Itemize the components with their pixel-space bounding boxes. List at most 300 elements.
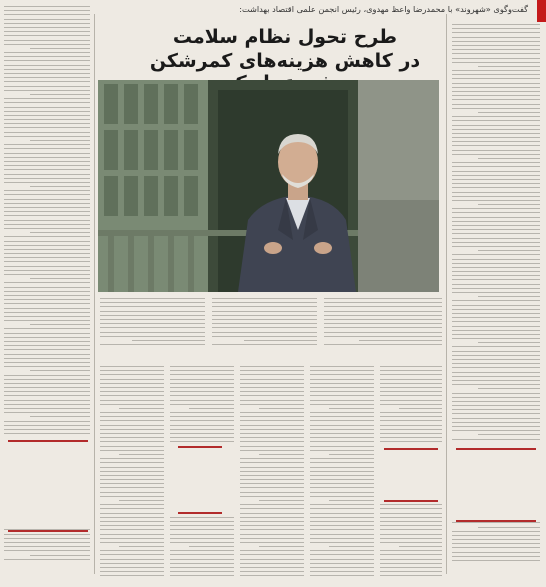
column-text	[310, 366, 374, 581]
text-line	[4, 328, 90, 329]
text-line	[452, 539, 540, 540]
pullquote-rule	[384, 448, 438, 450]
text-line	[240, 446, 304, 447]
text-line	[119, 408, 164, 409]
text-line	[4, 257, 90, 258]
text-line	[452, 74, 540, 75]
text-line	[100, 492, 164, 493]
text-line	[329, 408, 374, 409]
pullquote-rule	[8, 530, 88, 532]
text-line	[240, 529, 304, 530]
column-text	[100, 366, 164, 581]
text-line	[240, 571, 304, 572]
text-line	[4, 10, 90, 11]
text-line	[240, 374, 304, 375]
text-line	[4, 542, 90, 543]
text-line	[100, 327, 205, 328]
text-line	[380, 504, 442, 505]
section-tab	[537, 0, 546, 22]
text-line	[324, 306, 442, 307]
text-line	[452, 439, 540, 440]
text-line	[452, 288, 540, 289]
text-line	[452, 292, 540, 293]
text-line	[4, 421, 90, 422]
text-line	[212, 311, 317, 312]
text-line	[310, 379, 374, 380]
text-line	[4, 31, 90, 32]
text-line	[452, 313, 540, 314]
text-line	[100, 420, 164, 421]
text-line	[452, 221, 540, 222]
text-line	[452, 70, 540, 71]
text-line	[100, 521, 164, 522]
text-line	[310, 479, 374, 480]
text-line	[100, 458, 164, 459]
text-line	[170, 534, 234, 535]
text-line	[100, 370, 164, 371]
text-line	[100, 462, 164, 463]
text-line	[452, 133, 540, 134]
article-byline: گفت‌وگوی «شهروند» با محمدرضا واعظ‌ مهدوی، رئیس انجمن علمی اقتصاد بهداشت:	[239, 4, 528, 14]
text-line	[380, 508, 442, 509]
text-line	[4, 199, 90, 200]
text-line	[4, 182, 90, 183]
text-line	[240, 462, 304, 463]
text-line	[4, 81, 90, 82]
text-line	[100, 400, 164, 401]
text-line	[4, 161, 90, 162]
text-line	[170, 437, 234, 438]
text-line	[240, 366, 304, 367]
text-line	[100, 311, 205, 312]
text-line	[478, 527, 540, 528]
text-line	[100, 441, 164, 442]
text-line	[452, 91, 540, 92]
text-line	[4, 287, 90, 288]
text-line	[4, 203, 90, 204]
text-line	[452, 125, 540, 126]
text-line	[240, 525, 304, 526]
text-line	[100, 542, 164, 543]
text-line	[380, 521, 442, 522]
text-line	[212, 298, 317, 299]
text-line	[170, 517, 234, 518]
text-line	[380, 400, 442, 401]
text-line	[310, 370, 374, 371]
text-line	[452, 317, 540, 318]
text-line	[4, 404, 90, 405]
text-line	[4, 73, 90, 74]
text-line	[310, 554, 374, 555]
text-line	[4, 358, 90, 359]
text-line	[212, 336, 317, 337]
text-line	[4, 261, 90, 262]
text-line	[240, 483, 304, 484]
text-line	[100, 479, 164, 480]
text-line	[100, 575, 164, 576]
text-line	[240, 437, 304, 438]
text-line	[380, 433, 442, 434]
text-line	[4, 127, 90, 128]
text-line	[4, 35, 90, 36]
text-line	[310, 521, 374, 522]
text-line	[310, 416, 374, 417]
text-line	[452, 279, 540, 280]
text-line	[170, 441, 234, 442]
text-line	[100, 387, 164, 388]
text-line	[212, 344, 317, 345]
text-line	[240, 492, 304, 493]
text-line	[4, 337, 90, 338]
pullquote-rule	[8, 440, 88, 442]
text-line	[4, 295, 90, 296]
text-line	[4, 190, 90, 191]
text-line	[399, 546, 442, 547]
text-line	[4, 40, 90, 41]
text-line	[240, 534, 304, 535]
text-line	[240, 508, 304, 509]
text-line	[452, 129, 540, 130]
text-line	[452, 263, 540, 264]
text-line	[310, 374, 374, 375]
text-line	[212, 306, 317, 307]
text-line	[310, 446, 374, 447]
text-line	[380, 383, 442, 384]
text-line	[100, 513, 164, 514]
text-line	[240, 504, 304, 505]
text-line	[452, 413, 540, 414]
text-line	[240, 420, 304, 421]
text-line	[170, 366, 234, 367]
text-line	[100, 567, 164, 568]
text-line	[100, 332, 205, 333]
text-line	[478, 342, 540, 343]
text-line	[324, 336, 442, 337]
text-line	[452, 28, 540, 29]
text-line	[4, 534, 90, 535]
text-line	[452, 183, 540, 184]
text-line	[310, 542, 374, 543]
text-line	[452, 409, 540, 410]
text-line	[452, 300, 540, 301]
text-line	[170, 379, 234, 380]
text-line	[100, 483, 164, 484]
text-line	[380, 420, 442, 421]
text-line	[4, 253, 90, 254]
text-line	[4, 341, 90, 342]
text-line	[4, 14, 90, 15]
text-line	[170, 404, 234, 405]
text-line	[359, 340, 442, 341]
text-line	[240, 559, 304, 560]
text-line	[100, 412, 164, 413]
text-line	[310, 559, 374, 560]
text-line	[380, 538, 442, 539]
text-line	[452, 384, 540, 385]
text-line	[452, 522, 540, 523]
text-line	[452, 175, 540, 176]
text-line	[240, 450, 304, 451]
text-line	[119, 454, 164, 455]
text-line	[100, 446, 164, 447]
text-line	[4, 6, 90, 7]
text-line	[170, 559, 234, 560]
text-line	[380, 571, 442, 572]
text-line	[452, 401, 540, 402]
text-line	[310, 504, 374, 505]
text-line	[4, 27, 90, 28]
text-line	[4, 178, 90, 179]
text-line	[452, 346, 540, 347]
text-line	[452, 543, 540, 544]
text-line	[452, 171, 540, 172]
text-line	[4, 274, 90, 275]
text-line	[452, 37, 540, 38]
text-line	[4, 391, 90, 392]
text-line	[4, 169, 90, 170]
text-line	[452, 141, 540, 142]
text-line	[4, 174, 90, 175]
text-line	[310, 383, 374, 384]
text-line	[189, 546, 234, 547]
text-line	[170, 538, 234, 539]
text-line	[4, 366, 90, 367]
headline-line-1: طرح تحول نظام سلامت	[172, 26, 398, 48]
text-line	[100, 450, 164, 451]
text-line	[189, 408, 234, 409]
text-line	[4, 249, 90, 250]
text-line	[4, 107, 90, 108]
text-line	[4, 408, 90, 409]
text-line	[324, 344, 442, 345]
text-line	[310, 366, 374, 367]
text-line	[452, 99, 540, 100]
text-line	[380, 374, 442, 375]
text-line	[452, 330, 540, 331]
text-line	[452, 535, 540, 536]
text-line	[30, 48, 90, 49]
text-line	[4, 119, 90, 120]
text-line	[452, 179, 540, 180]
text-line	[310, 441, 374, 442]
text-line	[240, 575, 304, 576]
text-line	[170, 425, 234, 426]
text-line	[259, 546, 304, 547]
text-line	[100, 517, 164, 518]
text-line	[4, 44, 90, 45]
text-line	[170, 575, 234, 576]
text-line	[452, 24, 540, 25]
text-line	[380, 550, 442, 551]
text-line	[452, 284, 540, 285]
text-line	[30, 555, 90, 556]
text-line	[452, 53, 540, 54]
text-line	[4, 165, 90, 166]
text-line	[212, 302, 317, 303]
text-line	[380, 429, 442, 430]
text-line	[4, 349, 90, 350]
text-line	[4, 375, 90, 376]
text-line	[452, 271, 540, 272]
text-line	[380, 559, 442, 560]
text-line	[380, 529, 442, 530]
text-line	[452, 367, 540, 368]
text-line	[452, 380, 540, 381]
portrait-photo	[98, 80, 439, 292]
text-line	[100, 344, 205, 345]
text-line	[100, 404, 164, 405]
text-line	[324, 332, 442, 333]
text-line	[310, 387, 374, 388]
pullquote-rule	[456, 448, 536, 450]
text-line	[478, 434, 540, 435]
text-line	[240, 391, 304, 392]
caption-column	[100, 298, 205, 350]
text-line	[100, 395, 164, 396]
text-line	[240, 563, 304, 564]
text-line	[240, 554, 304, 555]
text-line	[170, 554, 234, 555]
text-line	[240, 542, 304, 543]
text-line	[240, 379, 304, 380]
text-line	[310, 404, 374, 405]
text-line	[478, 250, 540, 251]
text-line	[380, 395, 442, 396]
text-line	[329, 500, 374, 501]
text-line	[4, 308, 90, 309]
text-line	[310, 492, 374, 493]
text-line	[4, 77, 90, 78]
text-line	[452, 275, 540, 276]
text-line	[100, 429, 164, 430]
text-line	[100, 298, 205, 299]
text-line	[100, 366, 164, 367]
text-line	[4, 148, 90, 149]
text-line	[240, 467, 304, 468]
text-line	[452, 104, 540, 105]
text-line	[452, 225, 540, 226]
text-line	[452, 359, 540, 360]
text-line	[4, 433, 90, 434]
pullquote-rule	[178, 512, 222, 514]
text-line	[4, 228, 90, 229]
text-line	[240, 513, 304, 514]
text-line	[4, 207, 90, 208]
text-line	[452, 338, 540, 339]
text-line	[4, 111, 90, 112]
text-line	[259, 408, 304, 409]
text-line	[4, 19, 90, 20]
column-text-left	[4, 6, 90, 566]
text-line	[452, 45, 540, 46]
text-line	[4, 303, 90, 304]
text-line	[100, 433, 164, 434]
text-line	[452, 62, 540, 63]
text-line	[452, 95, 540, 96]
text-line	[478, 66, 540, 67]
text-line	[4, 69, 90, 70]
text-line	[240, 479, 304, 480]
text-line	[30, 416, 90, 417]
text-line	[100, 487, 164, 488]
text-line	[4, 345, 90, 346]
text-line	[310, 412, 374, 413]
text-line	[170, 374, 234, 375]
text-line	[170, 420, 234, 421]
text-line	[100, 471, 164, 472]
text-line	[100, 554, 164, 555]
text-line	[452, 116, 540, 117]
photo-credit	[89, 82, 97, 292]
text-line	[4, 316, 90, 317]
text-line	[4, 224, 90, 225]
text-line	[478, 158, 540, 159]
text-line	[452, 267, 540, 268]
text-line	[452, 334, 540, 335]
text-line	[100, 319, 205, 320]
text-line	[4, 312, 90, 313]
text-line	[310, 567, 374, 568]
text-line	[4, 23, 90, 24]
text-line	[240, 496, 304, 497]
text-line	[310, 433, 374, 434]
text-line	[478, 112, 540, 113]
text-line	[170, 416, 234, 417]
text-line	[478, 388, 540, 389]
text-line	[100, 571, 164, 572]
text-line	[329, 454, 374, 455]
text-line	[452, 166, 540, 167]
text-line	[452, 49, 540, 50]
column-divider	[446, 14, 447, 574]
text-line	[310, 420, 374, 421]
text-line	[310, 538, 374, 539]
text-line	[170, 529, 234, 530]
text-line	[380, 379, 442, 380]
text-line	[452, 233, 540, 234]
text-line	[310, 400, 374, 401]
text-line	[100, 306, 205, 307]
text-line	[212, 323, 317, 324]
text-line	[170, 383, 234, 384]
text-line	[4, 65, 90, 66]
text-line	[170, 395, 234, 396]
text-line	[212, 315, 317, 316]
text-line	[310, 508, 374, 509]
text-line	[4, 299, 90, 300]
text-line	[452, 137, 540, 138]
text-line	[100, 538, 164, 539]
text-line	[452, 363, 540, 364]
text-line	[310, 391, 374, 392]
text-line	[478, 296, 540, 297]
text-line	[4, 379, 90, 380]
text-line	[310, 534, 374, 535]
text-line	[240, 567, 304, 568]
text-line	[452, 58, 540, 59]
text-line	[170, 525, 234, 526]
text-line	[452, 351, 540, 352]
text-line	[310, 517, 374, 518]
text-line	[170, 571, 234, 572]
text-line	[452, 326, 540, 327]
text-line	[4, 400, 90, 401]
text-line	[452, 187, 540, 188]
text-line	[212, 332, 317, 333]
text-line	[310, 450, 374, 451]
text-line	[310, 563, 374, 564]
text-line	[30, 324, 90, 325]
